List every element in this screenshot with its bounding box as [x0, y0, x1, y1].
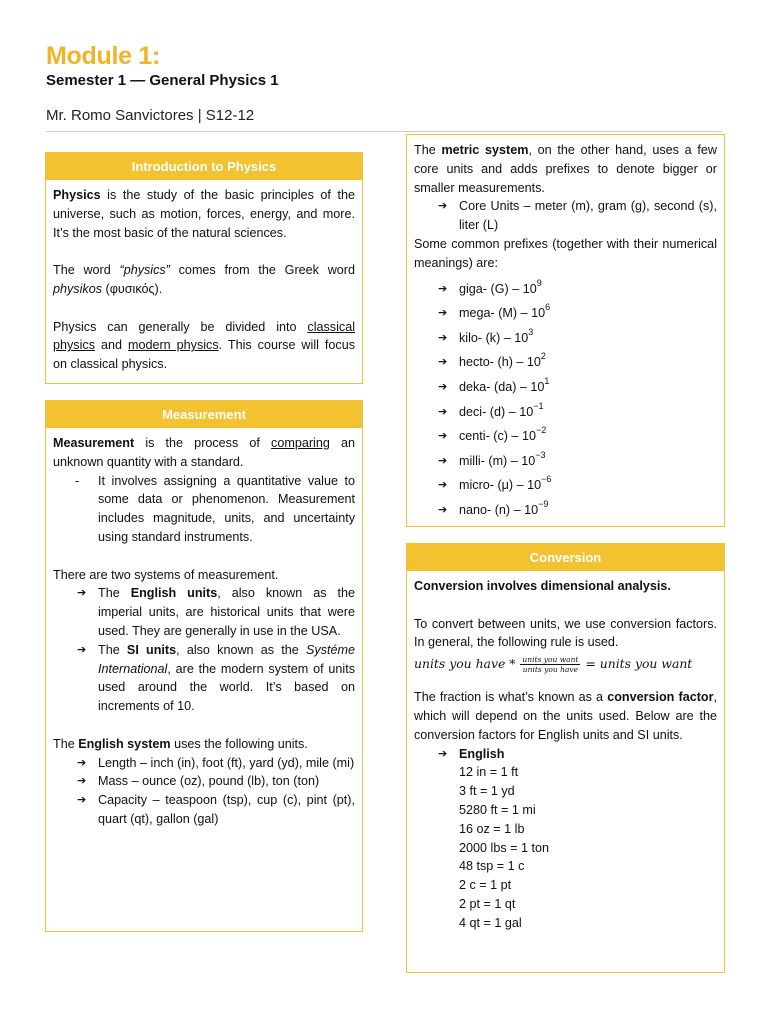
conversion-factor: 5280 ft = 1 mi: [459, 802, 536, 817]
prefix-item: ➔ deci- $(d) - 10^{-1}$: [414, 400, 717, 425]
conversion-section: [406, 543, 725, 973]
conversion-factor: 4 qt = 1 gal: [459, 915, 522, 930]
conversion-factor: 48 tsp = 1 c: [459, 859, 525, 874]
intro-section: [45, 152, 363, 384]
prefix-item: ➔ centi- $(c) - 10^{-2}$: [414, 424, 717, 449]
measurement-definition: Measurement is the process of comparing an unknown quantity with a standard.: [53, 436, 355, 469]
conversion-factor: 16 oz = 1 lb: [459, 821, 525, 836]
unit-mass: ➔ Mass – ounce (oz), pound (lb), ton (ton): [53, 772, 355, 791]
author-line: Mr. Romo Sanvictores | S12-12: [46, 107, 255, 124]
prefix-item: ➔ micro- $(\mu) - 10^{-6}$: [414, 473, 717, 498]
prefix-intro: Some common prefixes (together with their numerical meanings) are:: [414, 236, 717, 270]
english-units-item: ➔ The English units, also known as the imperial units, are historical units that were used. They are generally in use in the USA.: [53, 584, 355, 640]
english-factors-label: ➔ English: [414, 745, 717, 764]
measurement-section: [45, 400, 363, 932]
conversion-factor: 2 c = 1 pt: [459, 878, 512, 893]
conversion-heading: Conversion: [407, 544, 724, 571]
measurement-detail: - It involves assigning a quantitative value to some data or phenomenon. Measurement includes magnitude, units, and uncertainty using standard instruments.: [53, 472, 355, 547]
systems-intro: There are two systems of measurement.: [53, 567, 279, 582]
intro-paragraph-3: Physics can generally be divided into classical physics and modern physics. This course will focus on classical physics.: [53, 319, 355, 372]
unit-length: ➔ Length – inch (in), foot (ft), yard (yd), mile (mi): [53, 754, 355, 773]
prefix-item: ➔ giga- $(G) - 10^9$: [414, 277, 717, 302]
conversion-paragraph-1: To convert between units, we use conversion factors. In general, the following rule is used.: [414, 616, 717, 650]
metric-section: [406, 134, 725, 527]
prefix-item: ➔ milli- $(m) - 10^{-3}$: [414, 449, 717, 474]
prefix-item: ➔ mega- $(M) - 10^6$: [414, 301, 717, 326]
conversion-factor: 2 pt = 1 qt: [459, 896, 516, 911]
conversion-factor: 12 in = 1 ft: [459, 765, 519, 780]
prefix-item: ➔ hecto- $(h) - 10^2$: [414, 350, 717, 375]
measurement-heading: Measurement: [46, 401, 362, 428]
module-title: Module 1:: [46, 42, 160, 70]
english-factors-list: [414, 763, 717, 932]
conversion-factor: 3 ft = 1 yd: [459, 784, 515, 799]
unit-capacity: ➔ Capacity – teaspoon (tsp), cup (c), pint (pt), quart (qt), gallon (gal): [53, 791, 355, 829]
prefix-item: ➔ deka- $(da) - 10^1$: [414, 375, 717, 400]
prefix-item: ➔ kilo- $(k) - 10^3$: [414, 326, 717, 351]
si-units-item: ➔ The SI units, also known as the Systéme International, are the modern system of units used around the world. It’s based on increments of 10.: [53, 641, 355, 716]
core-units-item: ➔ Core Units – meter (m), gram (g), second (s), liter (L): [414, 197, 717, 235]
conversion-paragraph-2: The fraction is what’s known as a conversion factor, which will depend on the units used. Below are the conversion factors for English units and SI units.: [414, 690, 717, 742]
intro-paragraph-2: The word “physics” comes from the Greek word physikos (φυσικός).: [53, 263, 356, 296]
conversion-factor: 2000 lbs = 1 ton: [459, 840, 549, 855]
header-divider: [46, 131, 722, 132]
metric-paragraph: The metric system, on the other hand, uses a few core units and adds prefixes to denote bigger or smaller measurements.: [414, 143, 718, 195]
prefix-list: [414, 277, 717, 523]
conversion-formula: units you have * $\frac{\text{units you want}}{\text{units you have}}$ = units you want: [414, 654, 693, 674]
english-system-intro: The English system uses the following units.: [53, 736, 308, 751]
intro-paragraph-1: Physics is the study of the basic principles of the universe, such as motion, forces, energy, and more. It’s the most basic of the natural sciences.: [53, 188, 355, 240]
course-subtitle: Semester 1 — General Physics 1: [46, 72, 279, 89]
prefix-item: ➔ nano- $(n) - 10^{-9}$: [414, 498, 717, 523]
conversion-lead: Conversion involves dimensional analysis.: [414, 579, 671, 593]
intro-heading: Introduction to Physics: [46, 153, 362, 180]
